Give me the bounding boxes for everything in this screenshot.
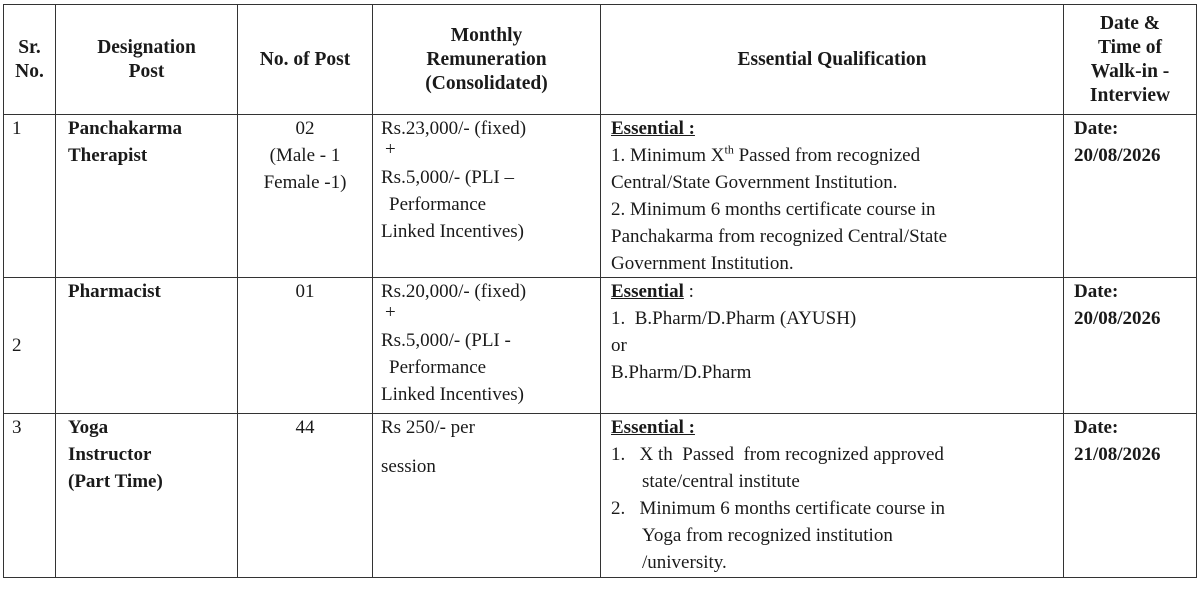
header-designation bbox=[56, 5, 238, 115]
remuneration-cell bbox=[373, 414, 601, 578]
posts-line: 01 bbox=[295, 281, 315, 302]
header-sr-line1: Sr. bbox=[18, 36, 41, 58]
header-date-line3: Walk-in - bbox=[1090, 60, 1170, 82]
no-of-post-cell bbox=[238, 278, 373, 414]
header-date-line1: Date & bbox=[1099, 12, 1161, 34]
remuneration-line: Rs 250/- per bbox=[381, 417, 475, 438]
designation-line: Therapist bbox=[68, 145, 148, 166]
remuneration-line: Rs.5,000/- (PLI – bbox=[381, 167, 514, 188]
designation-line: Instructor bbox=[68, 444, 152, 465]
posts-line: Female -1) bbox=[263, 172, 347, 193]
header-posts-text: No. of Post bbox=[259, 48, 351, 70]
remuneration-line: Rs.23,000/- (fixed) bbox=[381, 118, 527, 139]
date-cell bbox=[1064, 278, 1197, 414]
plus-sign: + bbox=[385, 139, 396, 160]
sr-no-cell: 1 bbox=[4, 115, 56, 278]
date-value: 20/08/2026 bbox=[1074, 308, 1161, 329]
date-value: 21/08/2026 bbox=[1074, 444, 1161, 465]
posts-line: (Male - 1 bbox=[269, 145, 341, 166]
plus-sign: + bbox=[385, 302, 396, 323]
designation-line: Pharmacist bbox=[68, 281, 161, 302]
posts-line: 44 bbox=[295, 417, 315, 438]
date-label: Date: bbox=[1074, 118, 1119, 139]
designation-cell bbox=[56, 115, 238, 278]
qualification-line bbox=[611, 142, 1058, 169]
header-remuneration bbox=[373, 5, 601, 115]
qualification-cell bbox=[601, 278, 1064, 414]
q1-text-cont: Passed from recognized bbox=[733, 145, 921, 166]
sr-no-cell: 3 bbox=[4, 414, 56, 578]
header-date-line4: Interview bbox=[1089, 84, 1171, 106]
table-row bbox=[4, 115, 1197, 278]
qualification-line: B.Pharm/D.Pharm bbox=[611, 362, 752, 383]
designation-line: Panchakarma bbox=[68, 118, 182, 139]
designation-cell bbox=[56, 414, 238, 578]
qualification-line: 2. Minimum 6 months certificate course in bbox=[611, 199, 936, 220]
designation-line: (Part Time) bbox=[68, 471, 163, 492]
header-date-time bbox=[1064, 5, 1197, 115]
qualification-cell bbox=[601, 115, 1064, 278]
qualification-line: Government Institution. bbox=[611, 253, 794, 274]
essential-colon: : bbox=[683, 281, 694, 302]
date-label: Date: bbox=[1074, 281, 1119, 302]
table-row bbox=[4, 278, 1197, 414]
remuneration-cell bbox=[373, 115, 601, 278]
posts-line: 02 bbox=[295, 118, 315, 139]
header-designation-line2: Post bbox=[128, 60, 165, 82]
remuneration-line: Linked Incentives) bbox=[381, 384, 524, 405]
header-sr-no bbox=[4, 5, 56, 115]
remuneration-line: Performance bbox=[389, 194, 487, 215]
remuneration-line: Rs.5,000/- (PLI - bbox=[381, 330, 511, 351]
superscript-th: th bbox=[724, 142, 734, 157]
qualification-line: 1. X th Passed from recognized approved bbox=[611, 444, 944, 465]
designation-line: Yoga bbox=[68, 417, 109, 438]
essential-label: Essential bbox=[611, 281, 684, 302]
header-rem-line2: Remuneration bbox=[426, 48, 547, 70]
header-rem-line3: (Consolidated) bbox=[425, 72, 548, 94]
qualification-cell bbox=[601, 414, 1064, 578]
qualification-line: Central/State Government Institution. bbox=[611, 172, 898, 193]
remuneration-line: session bbox=[381, 456, 436, 477]
remuneration-cell bbox=[373, 278, 601, 414]
essential-label: Essential : bbox=[611, 417, 695, 438]
header-date-line2: Time of bbox=[1097, 36, 1163, 58]
qualification-line: Panchakarma from recognized Central/State bbox=[611, 226, 948, 247]
table-row bbox=[4, 414, 1197, 578]
date-cell bbox=[1064, 115, 1197, 278]
designation-cell bbox=[56, 278, 238, 414]
date-value: 20/08/2026 bbox=[1074, 145, 1161, 166]
sr-no-cell: 2 bbox=[4, 278, 56, 414]
date-label: Date: bbox=[1074, 417, 1119, 438]
qualification-line: /university. bbox=[642, 552, 727, 573]
date-cell bbox=[1064, 414, 1197, 578]
qualification-line: or bbox=[611, 335, 627, 356]
header-qualification bbox=[601, 5, 1064, 115]
recruitment-table bbox=[3, 4, 1197, 578]
header-rem-line1: Monthly bbox=[450, 24, 523, 46]
no-of-post-cell bbox=[238, 414, 373, 578]
header-row bbox=[4, 5, 1197, 115]
qualification-line: Yoga from recognized institution bbox=[642, 525, 893, 546]
remuneration-line: Performance bbox=[389, 357, 487, 378]
remuneration-line: Linked Incentives) bbox=[381, 221, 524, 242]
essential-label: Essential : bbox=[611, 118, 695, 139]
header-sr-line2: No. bbox=[15, 60, 44, 82]
no-of-post-cell bbox=[238, 115, 373, 278]
q1-text: 1. Minimum X bbox=[611, 145, 725, 166]
header-no-of-post bbox=[238, 5, 373, 115]
qualification-line: 2. Minimum 6 months certificate course in bbox=[611, 498, 946, 519]
qualification-line: state/central institute bbox=[642, 471, 800, 492]
header-designation-line1: Designation bbox=[97, 36, 196, 58]
qualification-line: 1. B.Pharm/D.Pharm (AYUSH) bbox=[611, 308, 857, 329]
remuneration-line: Rs.20,000/- (fixed) bbox=[381, 281, 527, 302]
header-qual-text: Essential Qualification bbox=[737, 48, 927, 70]
